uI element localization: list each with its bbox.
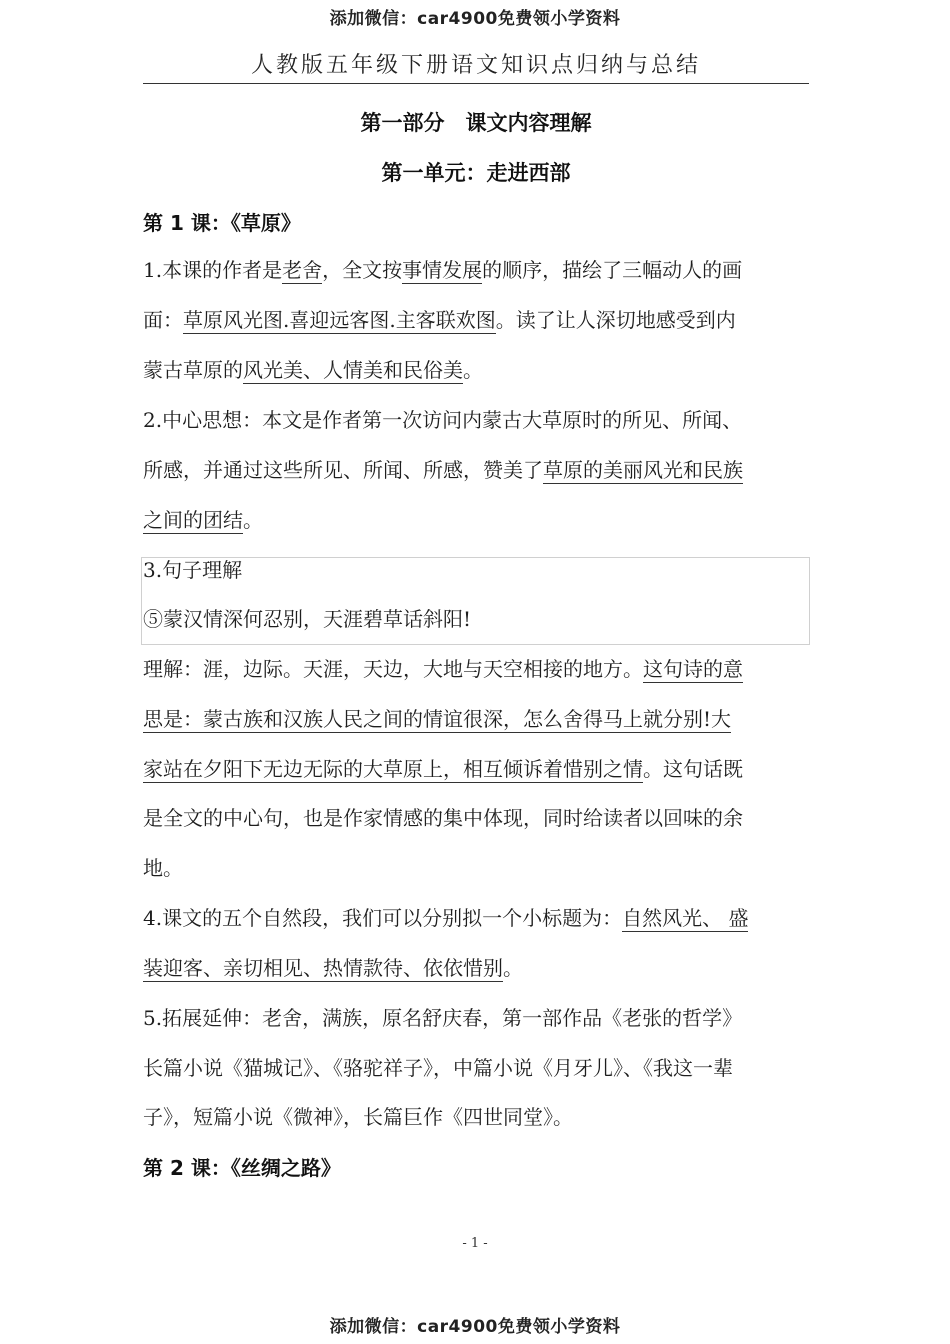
p2-line-2: 所感，并通过这些所见、所闻、所感，赞美了草原的美丽风光和民族 [143,458,743,482]
order-answer: 事情发展 [402,258,483,282]
p2-line-3: 之间的团结。 [143,508,263,532]
explain-line-5: 地。 [143,856,183,880]
author-answer: 老舍 [282,258,323,282]
p1-line-1: 1.本课的作者是老舍，全文按事情发展的顺序，描绘了三幅动人的画 [143,258,743,282]
section-title: 第一部分 课文内容理解 [360,111,592,135]
p5-line-1: 5.拓展延伸：老舍，满族，原名舒庆春，第一部作品《老张的哲学》 [143,1006,743,1030]
p3-heading: 3.句子理解 [143,558,243,582]
explain-line-3: 家站在夕阳下无边无际的大草原上，相互倾诉着惜别之情。这句话既 [143,757,743,781]
lesson-1-title: 第 1 课：《草原》 [143,211,301,235]
explain-line-2: 思是：蒙古族和汉族人民之间的情谊很深，怎么舍得马上就分别!大 [143,707,732,731]
scenes-answer: 草原风光图.喜迎远客图.主客联欢图 [183,308,496,332]
lesson-2-title: 第 2 课：《丝绸之路》 [143,1156,341,1180]
p4-line-2: 装迎客、亲切相见、热情款待、依依惜别。 [143,956,523,980]
document-header: 人教版五年级下册语文知识点归纳与总结 [250,53,701,78]
watermark-bottom: 添加微信：car4900免费领小学资料 [329,1317,621,1337]
p5-line-3: 子》，短篇小说《微神》，长篇巨作《四世同堂》。 [143,1105,573,1129]
beauty-answer: 风光美、人情美和民俗美 [243,358,463,382]
p5-line-2: 长篇小说《猫城记》、《骆驼祥子》，中篇小说《月牙儿》、《我这一辈 [143,1056,733,1080]
p1-line-2: 面：草原风光图.喜迎远客图.主客联欢图。读了让人深切地感受到内 [143,308,736,332]
header-rule [143,83,809,84]
p1-line-3: 蒙古草原的风光美、人情美和民俗美。 [143,358,483,382]
page-number: - 1 - [462,1236,488,1251]
explain-line-1: 理解：涯，边际。天涯，天边，大地与天空相接的地方。这句诗的意 [143,657,743,681]
unit-title: 第一单元：走进西部 [381,161,571,185]
p4-line-1: 4.课文的五个自然段，我们可以分别拟一个小标题为：自然风光、 盛 [143,906,749,930]
p3-poem-line: ⑤蒙汉情深何忍别，天涯碧草话斜阳! [143,607,472,631]
explain-line-4: 是全文的中心句，也是作家情感的集中体现，同时给读者以回味的余 [143,806,743,830]
p2-line-1: 2.中心思想：本文是作者第一次访问内蒙古大草原时的所见、所闻、 [143,408,743,432]
watermark-top: 添加微信：car4900免费领小学资料 [329,9,621,29]
